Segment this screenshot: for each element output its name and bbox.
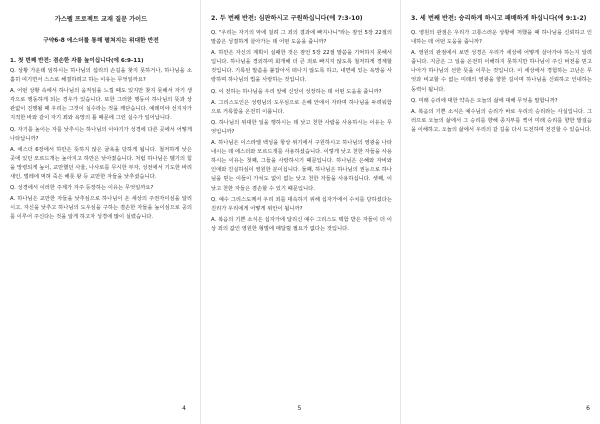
page-number: 4 bbox=[182, 405, 186, 412]
answer: A. 하만은 자신의 계획이 실패한 것은 잠언 5장 22절 말씀을 기억하지 못해서입니다. 하나님을 경외하며 회개해 더 큰 죄로 빠지지 않도록 철저하게 경계할 것입니다. 기록된 말씀을 붙잡아서 떠나지 않도록 하고, 내면에 있는 욕망을 사랑하며 하나님의 법을 사랑하는 것입니다. bbox=[211, 50, 392, 84]
question: Q. 미래 승리에 대한 약속은 오늘의 삶에 대해 무엇을 말합니까? bbox=[411, 97, 558, 104]
question: Q. 예수 그리스도께서 우리 죄를 대속하기 위해 십자가에서 수치를 당하셨다는 진리가 우리에게 어떻게 위안이 됩니까? bbox=[211, 196, 392, 212]
page-header: 가스펠 프로젝트 교재 질문 가이드 bbox=[54, 16, 148, 23]
answer: A. 복음의 기쁜 소식은 예수님의 승리가 바로 우리의 승리라는 사실입니다. 그러므로 오늘의 삶에서 그 승리를 향해 종지부를 찍어 미래 승리를 향한 발걸음을 이해하고, 오늘의 삶에서 우리의 갈 길을 다시 도전하며 전진할 수 있습니다. bbox=[411, 108, 592, 133]
section-title: 1. 첫 번째 반전: 겸손한 자를 높이십니다(에 6:9-11) bbox=[10, 58, 144, 64]
answer: A. 영원의 관점에서 보면 성경은 우리가 세상에 어떻게 살아가야 하는지 알려 줍니다. 지금은 그 일을 온전히 이해하지 못하지만 하나님이 주신 비전을 믿고 나아가 하나님의 선한 뜻을 이루는 것입니다. 이 세상에서 경험하는 고난은 무엇과 비교할 수 없는 미래의 영광을 향한 길이며 하나님을 신뢰하고 인내하는 동력이 됩니다. bbox=[411, 50, 592, 93]
question: Q. "우리는 자기의 악에 걸려 그 죄의 결과에 빠지나니"라는 잠언 5장 22절의 말씀은 성결하게 살아가는 데 어떤 도움을 줍니까? bbox=[211, 30, 392, 46]
question: Q. 영원의 관점은 우리가 고통스러운 상황에 처했을 때 하나님을 신뢰하고 인내하는 데 어떤 도움을 줍니까? bbox=[411, 30, 592, 46]
answer: A. 에스더 6장에서 하만은 뜻하지 않은 굴욕을 당하게 됩니다. 철저하게 낮은 곳에 있던 모르드개는 높아지고 하만은 낮아졌습니다. 처럼 하나님은 벨기의 힘을 망령되게 높이, 교만했던 사울, 나사로를 무시한 부자, 성전에서 기도한 바리새인, 벌레에 먹혀 죽은 해롯 왕 등 교만한 자들을 낮추셨습니다. bbox=[10, 146, 192, 181]
question: Q. 자기를 높이는 자를 낮추시는 하나님의 이야기가 성경에 다른 곳에서 어떻게 나타납니까? bbox=[10, 126, 192, 142]
page-6 bbox=[400, 0, 600, 424]
question: Q. 하나님의 위대한 일을 행하시는 데 낮고 천한 사람을 사용하시는 이유는 무엇입니까? bbox=[211, 119, 392, 135]
answer: A. 하나님은 교만한 자들을 낮추심으로 하나님이 온 세상의 주권자이심을 알리시고, 자신을 낮추고 하나님의 도우심을 구하는 겸손한 자들을 높이심으로 공의를 이루어 주신다는 것을 알게 하고자 성경에 많이 실렸습니다. bbox=[10, 196, 192, 221]
answer: A. 복음의 기쁜 소식은 십자가에 달리신 예수 그리스도 택함 받은 자들이 더 이상 죄의 값인 영원한 형벌에 매달릴 필요가 없다는 것입니다. bbox=[211, 216, 392, 232]
question: Q. 성경에서 이러한 주제가 자주 등장하는 이유는 무엇일까요? bbox=[10, 185, 154, 192]
section-title: 3. 세 번째 반전: 승리하게 하시고 패배하게 하십니다(에 9:1-2) bbox=[411, 15, 587, 22]
answer: A. 그리스도인은 성령님의 도우심으로 은혜 안에서 자라며 하나님을 두려워함으로 거룩함을 온전히 이룹니다. bbox=[211, 99, 392, 115]
page-4 bbox=[0, 0, 200, 424]
question: Q. 상황 가운데 임하시는 하나님의 섭리의 손길을 찾지 못하거나, 하나님을 소홀히 여기면서 스스로 해결하려고 하는 이유는 무엇일까요? bbox=[10, 68, 192, 84]
question: Q. 이 전하는 하나님을 우리 앞에 신앙이 성장하는 데 어떤 도움을 줍니까? bbox=[211, 88, 382, 95]
page-5 bbox=[200, 0, 400, 424]
section-title: 2. 두 번째 반전: 심판하시고 구원하십니다(에 7:3-10) bbox=[211, 15, 363, 22]
answer: A. 어떤 상황 속에서 하나님의 움직임을 느낄 때도 있지만 찾지 못해서 자기 생각으로 행동하게 되는 경우가 있습니다. 또한 그러한 행동이 하나님의 뜻과 상관없이 진행될 때 우리는 그것이 실수라는 것을 깨닫습니다. 예레미야 선지자가 지적한 바와 같이 자기 꾀와 욕망의 틀 때문에 그런 실수가 일어납니다. bbox=[10, 88, 192, 122]
page-number: 6 bbox=[586, 405, 590, 412]
page-number: 5 bbox=[297, 405, 302, 412]
lesson-title: 구약6-8 에스더를 통해 펼쳐지는 위대한 반전 bbox=[43, 38, 159, 44]
answer: A. 하나님은 이스라엘 백성을 항상 위기에서 구원하시고 하나님의 영광을 나타내시는 데 에스더와 모르드개를 사용하셨습니다. 이렇게 낮고 천한 자들을 사용하시는 이유는 첫째, 그들을 사랑하시기 때문입니다. 하나님은 은혜와 자비와 인애와 진실하심이 영원한 분이십니다. 둘째, 하나님은 하나님의 권능으로 하나님을 믿는 이들이 가치도 없이 없는 낮고 천한 자들을 사용하십니다. 셋째, 이 낮고 천한 자들은 겸손할 수 있기 때문입니다. bbox=[211, 140, 392, 192]
